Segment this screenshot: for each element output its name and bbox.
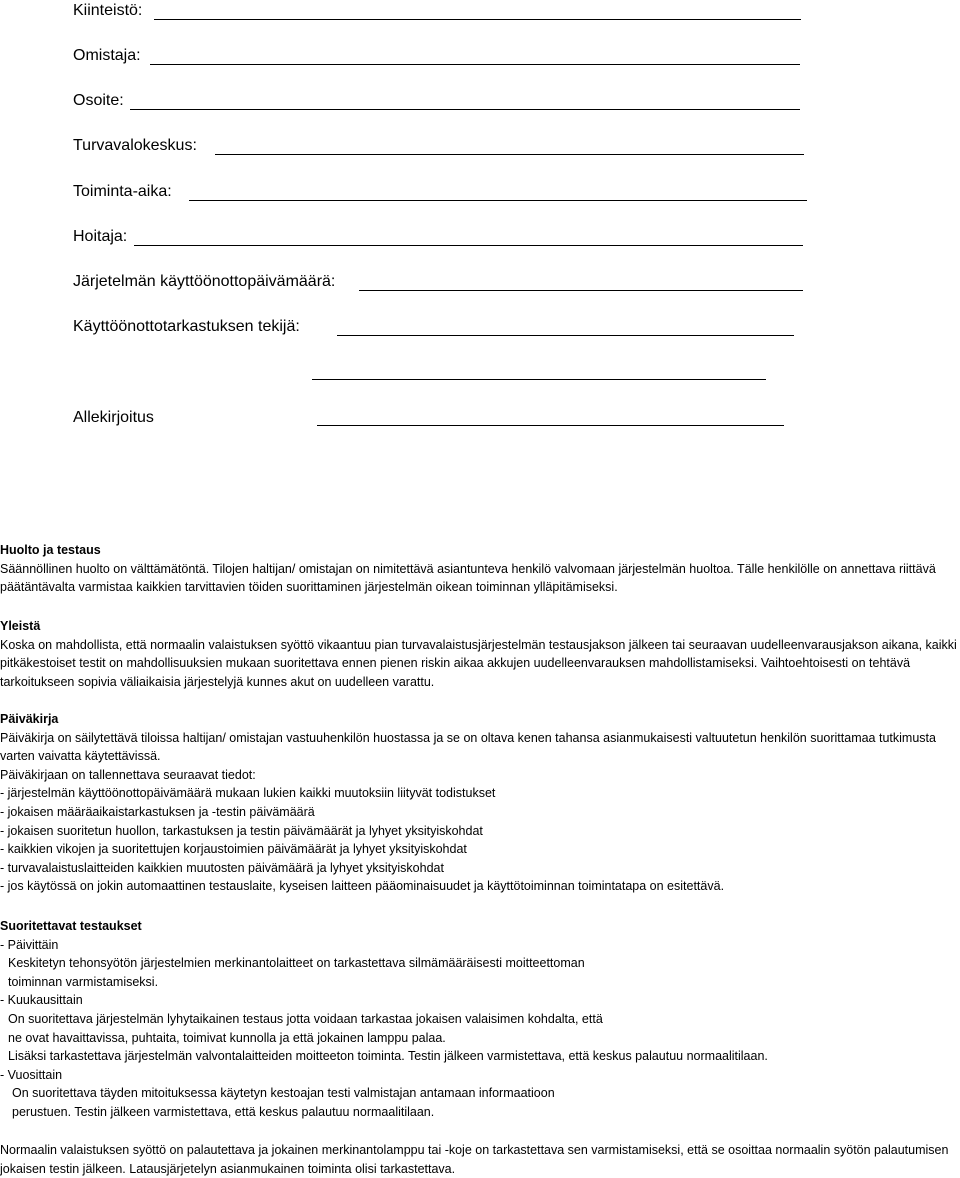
field-label: Toiminta-aika: [73, 183, 172, 200]
fill-line[interactable] [189, 200, 807, 201]
field-kiinteisto [73, 2, 142, 20]
section-body: Säännöllinen huolto on välttämätöntä. Tilojen haltijan/ omistajan on nimitettävä asiantunteva henkilö valvomaan järjestelmän huoltoa. Tälle henkilölle on annettava riittävä päätäntävalta varmistaa kaikkien tarvittavien töiden suorittaminen järjestelmän oikean toiminnan ylläpitämiseksi. [0, 561, 936, 595]
section-testaukset [0, 917, 960, 1122]
monthly-line: On suoritettava järjestelmän lyhytaikainen testaus jotta voidaan tarkastaa jokaisen valaisimen kohdalta, että [8, 1011, 603, 1026]
section-heading: Päiväkirja [0, 712, 59, 726]
yearly-line: perustuen. Testin jälkeen varmistettava, että keskus palautuu normaalitilaan. [12, 1104, 435, 1119]
field-osoite [73, 92, 124, 110]
monthly-line: Lisäksi tarkastettava järjestelmän valvontalaitteiden moitteeton toiminta. Testin jälkeen varmistettava, että keskus palautuu normaalitilaan. [8, 1049, 768, 1064]
section-yleista [0, 617, 960, 691]
section-heading: Yleistä [0, 619, 41, 633]
signature-line[interactable] [312, 379, 766, 380]
daily-line: toiminnan varmistamiseksi. [8, 974, 159, 989]
list-item: - kaikkien vikojen ja suoritettujen korjaustoimien päivämäärät ja lyhyet yksityiskohdat [0, 842, 467, 857]
field-tarkastuksen-tekija [73, 318, 300, 336]
list-item: - turvavalaistuslaitteiden kaikkien muutosten päivämäärä ja lyhyet yksityiskohdat [0, 860, 444, 875]
fill-line[interactable] [359, 290, 803, 291]
list-item: - jokaisen suoritetun huollon, tarkastuksen ja testin päivämäärät ja lyhyet yksityiskohdat [0, 823, 483, 838]
field-omistaja [73, 47, 141, 65]
section-body: Koska on mahdollista, että normaalin valaistuksen syöttö vikaantuu pian turvavalaistusjärjestelmän testausjakson jälkeen tai seuraavan uudelleenvarausjakson aikana, kaikki pitkäkestoiset testit on mahdollisuuksien mukaan suoritettava ennen pienen riskin aikaa akkujen uudelleenvarauksen mahdollistamiseksi. Vaihtoehtoisesti on tehtävä tarkoitukseen sopivia väliaikaisia järjestelyjä kunnes akut on uudelleen varattu. [0, 637, 957, 689]
section-heading: Suoritettavat testaukset [0, 919, 142, 933]
fill-line[interactable] [215, 154, 804, 155]
monthly-line: ne ovat havaittavissa, puhtaita, toimivat kunnolla ja että jokainen lamppu palaa. [8, 1030, 446, 1045]
fill-line[interactable] [337, 335, 794, 336]
field-label: Hoitaja: [73, 228, 128, 245]
name-clarification-line[interactable] [317, 425, 784, 426]
field-label: Osoite: [73, 92, 124, 109]
daily-line: Keskitetyn tehonsyötön järjestelmien merkinantolaitteet on tarkastettava silmämääräisesti moitteettoman [8, 956, 585, 971]
signature-label: Allekirjoitus [73, 409, 154, 426]
section-body: Normaalin valaistuksen syöttö on palautettava ja jokainen merkinantolamppu tai -koje on tarkastettava sen varmistamiseksi, että se osoittaa normaalin syötön palautumisen jokaisen testin jälkeen. Latausjärjetelyn asianmukainen toiminta olisi tarkastettava. [0, 1143, 949, 1176]
field-kayttoonottopaivamaara [73, 273, 335, 291]
section-footer [0, 1141, 960, 1178]
list-intro: Päiväkirjaan on tallennettava seuraavat tiedot: [0, 767, 256, 782]
section-heading: Huolto ja testaus [0, 543, 101, 557]
field-hoitaja [73, 228, 127, 246]
section-paivakirja [0, 710, 960, 896]
field-label: Kiinteistö: [73, 2, 143, 19]
field-toiminta-aika [73, 183, 172, 201]
field-label: Käyttöönottotarkastuksen tekijä: [73, 318, 300, 335]
yearly-label: - Vuosittain [0, 1067, 63, 1082]
daily-label: - Päivittäin [0, 937, 59, 952]
field-label: Järjetelmän käyttöönottopäivämäärä: [73, 273, 336, 290]
fill-line[interactable] [130, 109, 800, 110]
monthly-label: - Kuukausittain [0, 993, 83, 1008]
list-item: - jos käytössä on jokin automaattinen testauslaite, kyseisen laitteen pääominaisuudet ja käyttötoiminnan toimintatapa on esitettävä. [0, 879, 725, 894]
fill-line[interactable] [150, 64, 800, 65]
fill-line[interactable] [154, 19, 801, 20]
list-item: - jokaisen määräaikaistarkastuksen ja -testin päivämäärä [0, 804, 315, 819]
fill-line[interactable] [134, 245, 803, 246]
field-label: Turvavalokeskus: [73, 137, 197, 154]
section-huolto [0, 541, 960, 597]
field-label: Omistaja: [73, 47, 141, 64]
list-item: - järjestelmän käyttöönottopäivämäärä mukaan lukien kaikki muutoksiin liityvät todistukset [0, 786, 496, 801]
section-body: Päiväkirja on säilytettävä tiloissa haltijan/ omistajan vastuuhenkilön huostassa ja se on oltava kenen tahansa asianmukaisesti valtuutetun henkilön suorittamaa tutkimusta varten vaivatta käytettävissä. [0, 730, 936, 764]
yearly-line: On suoritettava täyden mitoituksessa käytetyn kestoajan testi valmistajan antamaan informaatioon [12, 1086, 555, 1101]
field-turvavalokeskus [73, 137, 197, 155]
